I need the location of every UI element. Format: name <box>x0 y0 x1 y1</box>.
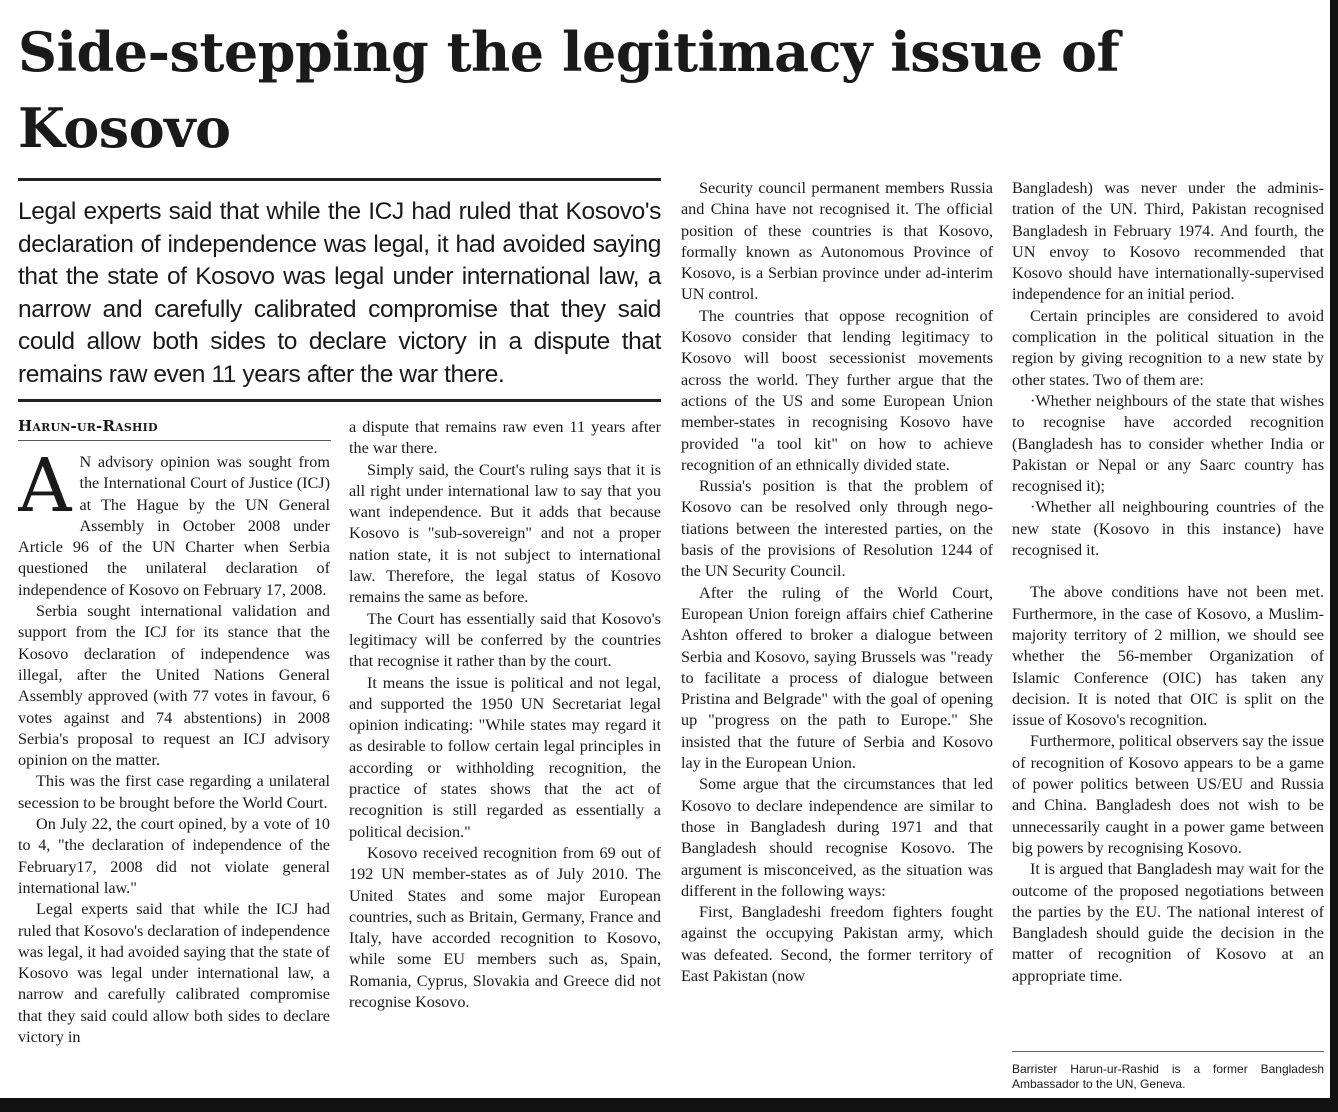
paragraph: Security council permanent members Russia and China have not recognised it. The official position of these countries is that Kosovo, formally known as Autonomous Province of Kosovo, is a Serbian province under ad-interim UN control. <box>681 179 993 304</box>
paragraph: The above conditions have not been met. Furthermore, in the case of Kosovo, a Muslim-majority territory of 2 million, we should see whether the 56-member Organization of Islamic Conference (OIC) has taken any decision. It is noted that OIC is split on the issue of Kosovo's recognition. <box>1012 583 1324 730</box>
paragraph: ·Whether all neighbouring countries of the new state (Kosovo in this instance) have recognised it. <box>1012 498 1324 560</box>
author-bio: Barrister Harun-ur-Rashid is a former Bangladesh Ambassador to the UN, Geneva. <box>1012 1062 1324 1091</box>
article-column-1 <box>18 452 330 1096</box>
paragraph: The countries that oppose recognition of Kosovo consider that lending legitimacy to Kosovo will boost secessionist movements across the world. They further argue that the actions of the US and some European Union member-states in recognising Kosovo have provided "a tool kit" on how to achieve recognition of an ethnically divided state. <box>681 306 993 474</box>
paragraph: a dispute that remains raw even 11 years after the war there. <box>349 418 661 458</box>
paragraph: Russia's position is that the problem of Kosovo can be resolved only through negotiations between the interested parties, on the basis of the provisions of Resolution 1244 of the UN Security Council. <box>681 477 993 581</box>
paragraph: Serbia sought international validation and support from the ICJ for its stance that the Kosovo declaration of independence was illegal, after the United Nations General Assembly approved (with 77 votes in favour, 6 votes against and 74 abstentions) in 2008 Serbia's proposal to request an ICJ advisory opinion on the matter. <box>18 602 330 770</box>
paragraph: Simply said, the Court's ruling says that it is all right under international law to say that you want independence. But it adds that because Kosovo is "sub-sovereign" and not a proper nation state, it is not subject to international law. Therefore, the legal status of Kosovo remains the same as before. <box>349 460 661 607</box>
page-edge-bottom <box>0 1098 1338 1112</box>
paragraph: This was the first case regarding a unilateral secession to be brought before the World Court. <box>18 772 330 812</box>
paragraph: Kosovo received recognition from 69 out of 192 UN member-states as of July 2010. The United States and some major European countries, such as Britain, Germany, France and Italy, have accorded recognition to Kosovo, while some EU members such as, Spain, Romania, Cyprus, Slovakia and Greece did not recognise Kosovo. <box>349 843 661 1012</box>
paragraph: N advisory opinion was sought from the International Court of Justice (ICJ) at The Hague by the UN General Assembly in October 2008 under Article 96 of the UN Charter when Serbia questioned the unilateral declaration of independence of Kosovo on February 17, 2008. <box>18 453 330 599</box>
article-column-2 <box>349 417 661 1097</box>
headline: Side-stepping the legitimacy issue of Kosovo <box>18 20 1120 160</box>
paragraph: First, Bangladeshi freedom fighters fought against the occupying Pakistan army, which was defeated. Second, the former territory of East Pakistan (now <box>681 903 993 985</box>
paragraph: The Court has essentially said that Kosovo's legitimacy will be conferred by the countries that recognise it rather than by the court. <box>349 609 661 671</box>
standfirst-top-rule <box>18 178 661 181</box>
page-edge-right <box>1330 0 1338 1112</box>
paragraph: Some argue that the circumstances that led Kosovo to declare independence are similar to those in Bangladesh during 1971 and that Bangladesh should recognise Kosovo. The argument is misconceived, as the situation was different in the following ways: <box>681 775 993 900</box>
paragraph: On July 22, the court opined, by a vote of 10 to 4, "the declaration of independence of the February17, 2008 did not violate general international law." <box>18 815 330 897</box>
paragraph: Furthermore, political observers say the issue of recognition of Kosovo appears to be a game of power politics between US/EU and Russia and China. Bangladesh does not wish to be unnecessarily caught in a power game between big powers by recognising Kosovo. <box>1012 732 1324 857</box>
article-column-4 <box>1012 178 1324 1046</box>
paragraph: Certain principles are considered to avoid complication in the political situation in the region by giving recognition to a new state by other states. Two of them are: <box>1012 306 1324 389</box>
author-bio-rule <box>1012 1051 1324 1052</box>
standfirst-bottom-rule <box>18 399 661 402</box>
article-column-3 <box>681 178 993 1096</box>
paragraph: It is argued that Bangladesh may wait for the outcome of the proposed negotiations between the parties by the EU. The national interest of Bangladesh should guide the decision in the matter of recognition of Kosovo at an appropriate time. <box>1012 860 1324 985</box>
paragraph: After the ruling of the World Court, European Union foreign affairs chief Catherine Ashton offered to broker a dialogue between Serbia and Kosovo, saying Brussels was "ready to facilitate a process of dialogue between Pristina and Belgrade" with the goal of opening up "progress on the path to Europe." She insisted that the future of Serbia and Kosovo lay in the European Union. <box>681 583 993 773</box>
byline: Harun-ur-Rashid <box>18 417 331 441</box>
paragraph: Bangladesh) was never under the administration of the UN. Third, Pakistan recognised Bangladesh in February 1974. And fourth, the UN envoy to Kosovo recommended that Kosovo should have internationally-supervised independence for an initial period. <box>1012 179 1324 304</box>
paragraph: ·Whether neighbours of the state that wishes to recognise have accorded recognition (Bangladesh has to consider whether India or Pakistan or Nepal or any Saarc country has recognised it); <box>1012 391 1324 496</box>
drop-cap: A <box>18 452 72 529</box>
paragraph: It means the issue is political and not legal, and supported the 1950 UN Secretariat legal opinion indicating: "While states may regard it as desirable to follow certain legal principles in according or withholding recognition, the practice of states shows that the act of recognition is still regarded as essentially a political decision." <box>349 673 661 841</box>
standfirst: Legal experts said that while the ICJ had ruled that Kosovo's declaration of independence was legal, it had avoided saying that the state of Kosovo was legal under international law, a narrow and carefully calibrated compromise that they said could allow both sides to declare victory in a dispute that remains raw even 11 years after the war there. <box>18 198 661 388</box>
paragraph: Legal experts said that while the ICJ had ruled that Kosovo's declaration of independence was legal, it had avoided saying that the state of Kosovo was legal under international law, a narrow and carefully calibrated compromise that they said could allow both sides to declare victory in <box>18 900 330 1047</box>
